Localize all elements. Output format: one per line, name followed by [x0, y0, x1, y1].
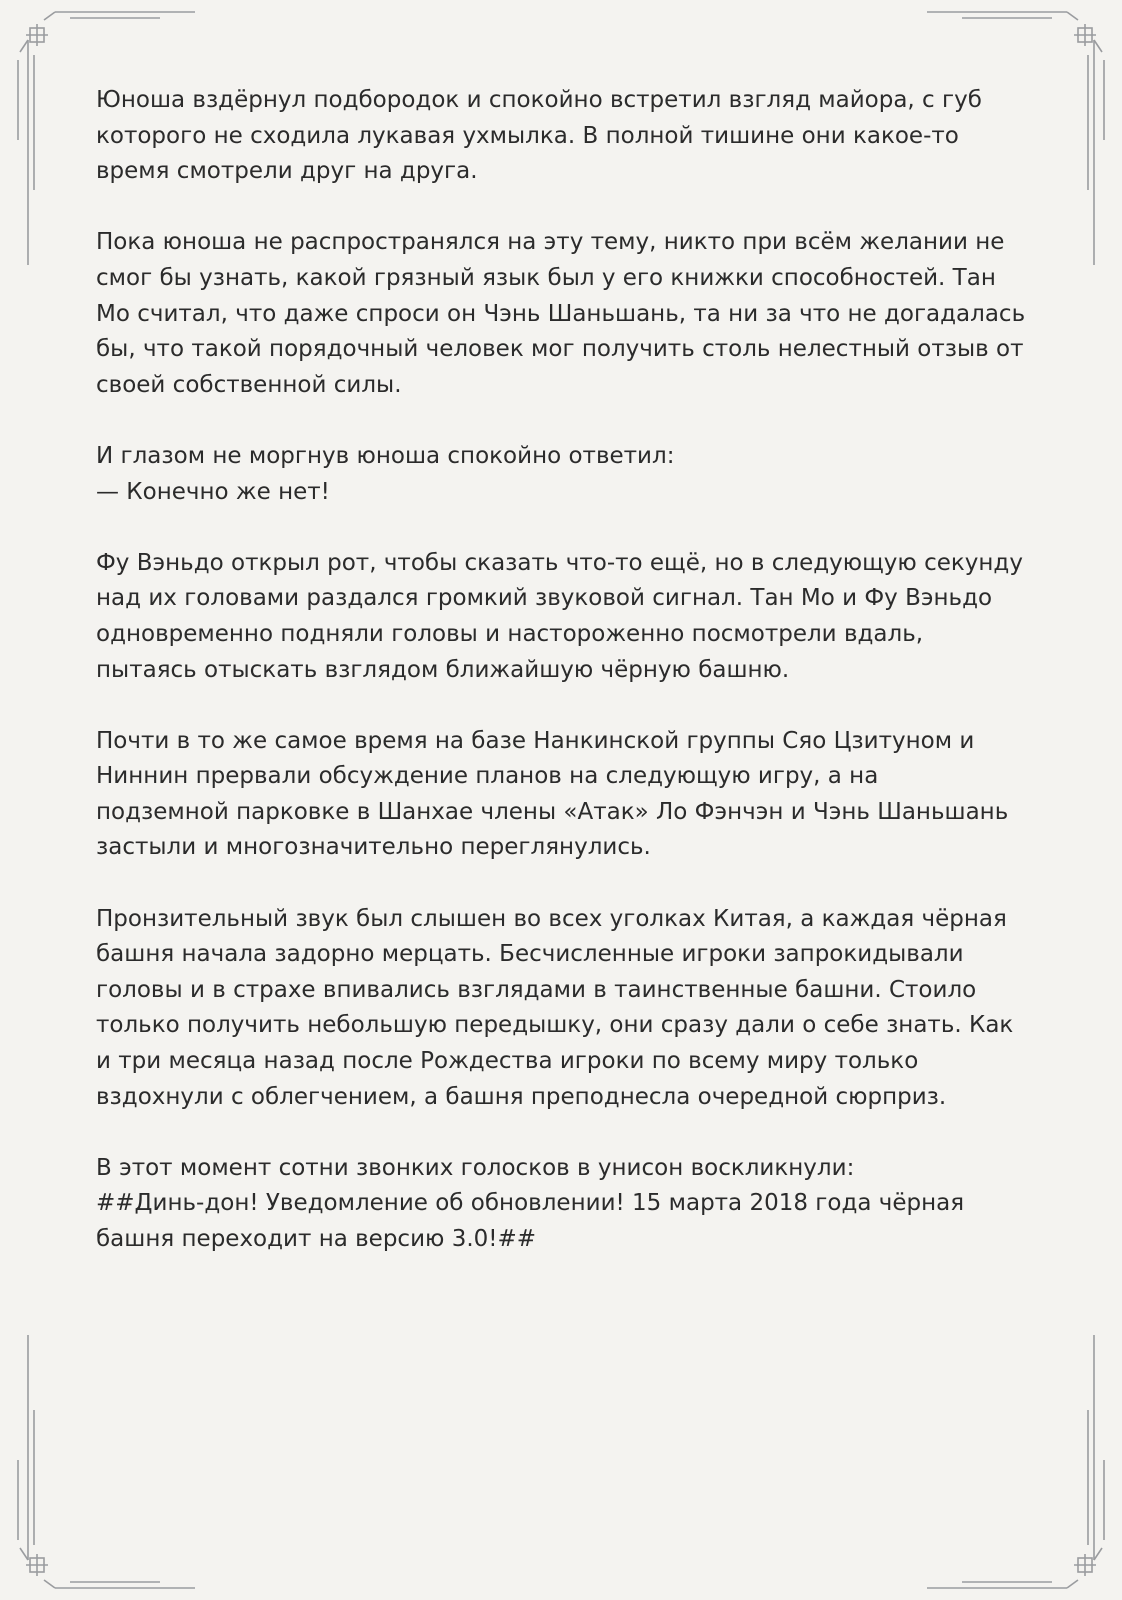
text-line: пытаясь отыскать взглядом ближайшую чёрную башню.	[96, 656, 790, 683]
text-line: и три месяца назад после Рождества игроки по всему миру только	[96, 1048, 919, 1075]
text-line: бы, что такой порядочный человек мог получить столь нелестный отзыв от	[96, 336, 1024, 363]
paragraph	[96, 724, 1031, 866]
text-line: Мо считал, что даже спроси он Чэнь Шаньшань, та ни за что не догадалась	[96, 300, 1026, 327]
text-line: своей собственной силы.	[96, 371, 402, 398]
text-line: одновременно подняли головы и настороженно посмотрели вдаль,	[96, 620, 924, 647]
text-line: время смотрели друг на друга.	[96, 158, 478, 185]
text-line: И глазом не моргнув юноша спокойно ответил:	[96, 442, 675, 469]
paragraph	[96, 439, 1031, 510]
dialogue-line: — Конечно же нет!	[96, 478, 330, 505]
text-line: Фу Вэньдо открыл рот, чтобы сказать что-то ещё, но в следующую секунду	[96, 549, 1023, 576]
text-line: над их головами раздался громкий звуковой сигнал. Тан Мо и Фу Вэньдо	[96, 585, 993, 612]
text-line: Почти в то же самое время на базе Нанкинской группы Сяо Цзитуном и	[96, 727, 975, 754]
paragraph	[96, 225, 1031, 403]
text-line: Пока юноша не распространялся на эту тему, никто при всём желании не	[96, 229, 1005, 256]
text-line: Ниннин прервали обсуждение планов на следующую игру, а на	[96, 763, 879, 790]
text-line: которого не сходила лукавая ухмылка. В полной тишине они какое-то	[96, 122, 959, 149]
frame-corner-bottom-left	[18, 1335, 195, 1588]
text-line: Пронзительный звук был слышен во всех уголках Китая, а каждая чёрная	[96, 905, 1007, 932]
text-line: застыли и многозначительно переглянулись.	[96, 834, 651, 861]
paragraph	[96, 83, 1031, 190]
text-line: В этот момент сотни звонких голосков в унисон воскликнули:	[96, 1154, 855, 1181]
paragraph	[96, 1151, 1031, 1258]
text-line: башня начала задорно мерцать. Бесчисленные игроки запрокидывали	[96, 941, 964, 968]
system-message-line: башня переходит на версию 3.0!##	[96, 1226, 537, 1252]
text-line: головы и в страхе впивались взглядами в таинственные башни. Стоило	[96, 976, 977, 1003]
text-line: вздохнули с облегчением, а башня преподнесла очередной сюрприз.	[96, 1083, 947, 1110]
system-message-line: ##Динь-дон! Уведомление об обновлении! 15 марта 2018 года чёрная	[96, 1190, 965, 1217]
frame-corner-bottom-right	[927, 1335, 1104, 1588]
paragraph	[96, 902, 1031, 1116]
body-text	[96, 83, 1031, 1293]
text-line: только получить небольшую передышку, они сразу дали о себе знать. Как	[96, 1012, 1014, 1039]
paragraph	[96, 546, 1031, 688]
text-line: Юноша вздёрнул подбородок и спокойно встретил взгляд майора, с губ	[96, 87, 982, 113]
text-line: смог бы узнать, какой грязный язык был у его книжки способностей. Тан	[96, 264, 996, 291]
text-line: подземной парковке в Шанхае члены «Атак» Ло Фэнчэн и Чэнь Шаньшань	[96, 798, 1009, 825]
